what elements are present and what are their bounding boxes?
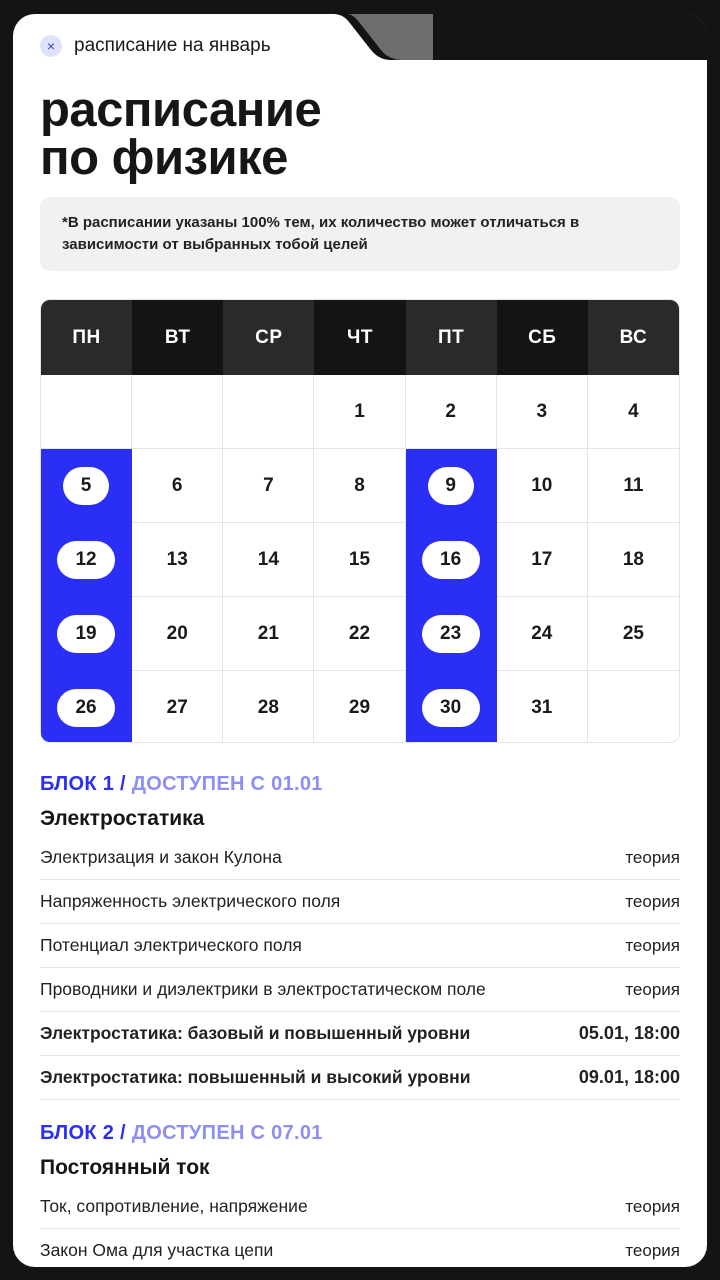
calendar-day[interactable] <box>314 375 405 449</box>
topic-name: Электростатика: повышенный и высокий уровни <box>40 1067 471 1087</box>
calendar-day[interactable] <box>497 449 588 523</box>
topic-name: Ток, сопротивление, напряжение <box>40 1196 308 1216</box>
block-title: Электростатика <box>40 807 205 830</box>
calendar-day[interactable] <box>314 449 405 523</box>
calendar-day[interactable] <box>314 523 405 597</box>
topic-type: теория <box>625 891 680 911</box>
topic-deadline: 05.01, 18:00 <box>578 1023 680 1043</box>
day-number: 9 <box>428 467 474 505</box>
calendar-day[interactable] <box>497 597 588 671</box>
tab-header <box>40 34 271 58</box>
day-number: 1 <box>354 400 365 422</box>
calendar-day-highlighted[interactable] <box>406 449 497 523</box>
calendar-day[interactable] <box>314 597 405 671</box>
topic-name: Потенциал электрического поля <box>40 935 302 955</box>
day-number: 10 <box>531 474 553 496</box>
calendar-empty-cell <box>588 671 679 743</box>
day-number: 18 <box>622 548 644 570</box>
topic-name: Проводники и диэлектрики в электростатическом поле <box>40 979 486 999</box>
calendar-day[interactable] <box>497 375 588 449</box>
topic-row[interactable] <box>40 1056 680 1100</box>
block-1 <box>40 770 680 1100</box>
topic-row[interactable] <box>40 1229 680 1267</box>
weekday-header: ЧТ <box>314 300 405 375</box>
topic-type: теория <box>625 1196 680 1216</box>
topic-row[interactable] <box>40 1185 680 1229</box>
disclaimer-note: *В расписании указаны 100% тем, их количество может отличаться в зависимости от выбранных тобой целей <box>40 197 680 271</box>
calendar-day-highlighted[interactable] <box>41 523 132 597</box>
title-line-1: расписание <box>40 83 322 137</box>
day-number: 8 <box>354 474 365 496</box>
day-number: 11 <box>623 474 644 496</box>
calendar-day[interactable] <box>588 449 679 523</box>
block-availability: ДОСТУПЕН С 01.01 <box>131 773 323 795</box>
block-header <box>40 1119 680 1147</box>
weekday-header: ВС <box>588 300 679 375</box>
day-number: 16 <box>422 541 480 579</box>
block-label: БЛОК 2 / <box>40 1122 126 1144</box>
tab-label: расписание на январь <box>74 35 271 56</box>
calendar-day[interactable] <box>588 597 679 671</box>
calendar-day[interactable] <box>223 449 314 523</box>
day-number: 20 <box>166 622 188 644</box>
topic-name: Напряженность электрического поля <box>40 891 341 911</box>
day-number: 30 <box>422 689 480 727</box>
day-number: 24 <box>531 622 553 644</box>
calendar-day[interactable] <box>223 597 314 671</box>
calendar-day-highlighted[interactable] <box>406 597 497 671</box>
day-number: 31 <box>531 696 553 718</box>
day-number: 28 <box>257 696 279 718</box>
calendar-day[interactable] <box>314 671 405 743</box>
block-label: БЛОК 1 / <box>40 773 126 795</box>
topic-type: теория <box>625 979 680 999</box>
calendar-day-highlighted[interactable] <box>406 523 497 597</box>
day-number: 3 <box>536 400 548 422</box>
calendar-day-highlighted[interactable] <box>406 671 497 743</box>
calendar-day[interactable] <box>406 375 497 449</box>
day-number: 4 <box>628 400 639 422</box>
calendar-day[interactable] <box>132 671 223 743</box>
weekday-header: ВТ <box>132 300 223 375</box>
day-number: 27 <box>166 696 188 718</box>
calendar-day[interactable] <box>497 671 588 743</box>
day-number: 19 <box>57 615 115 653</box>
day-number: 7 <box>263 474 274 496</box>
block-topics <box>40 1185 680 1267</box>
block-availability: ДОСТУПЕН С 07.01 <box>131 1122 323 1144</box>
topic-type: теория <box>625 1240 680 1260</box>
day-number: 6 <box>171 474 183 496</box>
day-number: 12 <box>57 541 115 579</box>
day-number: 25 <box>622 622 644 644</box>
topic-name: Электростатика: базовый и повышенный уровни <box>40 1023 471 1043</box>
calendar-day[interactable] <box>223 523 314 597</box>
calendar-empty-cell <box>41 375 132 449</box>
calendar <box>40 299 680 743</box>
topic-type: теория <box>625 847 680 867</box>
day-number: 5 <box>63 467 109 505</box>
weekday-header: СБ <box>497 300 588 375</box>
page-title <box>40 83 660 185</box>
title-line-2: по физике <box>40 131 288 185</box>
calendar-empty-cell <box>132 375 223 449</box>
weekday-header: СР <box>223 300 314 375</box>
block-2 <box>40 1119 680 1267</box>
topic-deadline: 09.01, 18:00 <box>578 1067 680 1087</box>
weekday-header: ПТ <box>406 300 497 375</box>
block-title: Постоянный ток <box>40 1156 210 1179</box>
calendar-day-highlighted[interactable] <box>41 597 132 671</box>
day-number: 14 <box>257 548 279 570</box>
weekday-header: ПН <box>41 300 132 375</box>
day-number: 21 <box>257 622 279 644</box>
calendar-day[interactable] <box>497 523 588 597</box>
day-number: 17 <box>531 548 553 570</box>
topic-name: Электризация и закон Кулона <box>40 847 282 867</box>
close-icon[interactable]: × <box>40 35 62 57</box>
topic-row[interactable] <box>40 880 680 924</box>
calendar-day[interactable] <box>588 523 679 597</box>
day-number: 26 <box>57 689 115 727</box>
topic-row[interactable] <box>40 968 680 1012</box>
day-number: 22 <box>348 622 371 644</box>
block-topics <box>40 836 680 1100</box>
calendar-days <box>41 375 679 743</box>
day-number: 15 <box>348 548 371 570</box>
day-number: 29 <box>348 696 371 718</box>
block-header <box>40 770 680 798</box>
calendar-day[interactable] <box>132 523 223 597</box>
calendar-empty-cell <box>223 375 314 449</box>
day-number: 13 <box>166 548 188 570</box>
calendar-weekdays <box>41 300 679 375</box>
day-number: 23 <box>422 615 480 653</box>
calendar-day[interactable] <box>132 597 223 671</box>
calendar-day-highlighted[interactable] <box>41 449 132 523</box>
topic-row[interactable] <box>40 1012 680 1056</box>
topic-type: теория <box>625 935 680 955</box>
schedule-card <box>13 14 707 1267</box>
calendar-day[interactable] <box>132 449 223 523</box>
topic-name: Закон Ома для участка цепи <box>40 1240 274 1260</box>
topic-row[interactable] <box>40 924 680 968</box>
day-number: 2 <box>445 400 456 422</box>
calendar-day-highlighted[interactable] <box>41 671 132 743</box>
calendar-day[interactable] <box>588 375 679 449</box>
calendar-day[interactable] <box>223 671 314 743</box>
topic-row[interactable] <box>40 836 680 880</box>
